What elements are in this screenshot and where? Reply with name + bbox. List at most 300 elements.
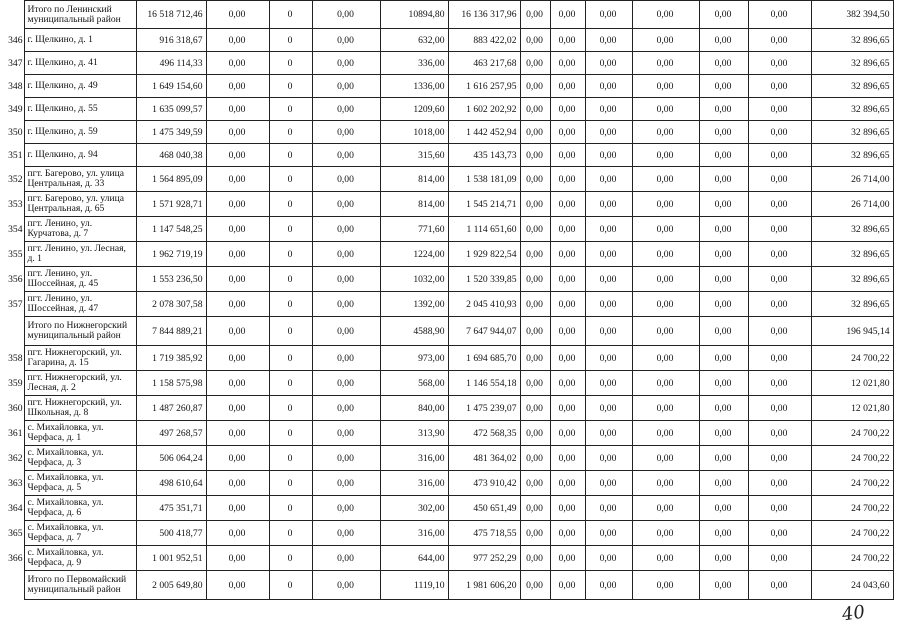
- value-cell-total: 468 040,38: [136, 144, 206, 167]
- value-cell-c1: 0,00: [206, 144, 269, 167]
- table-total-row: [0, 317, 893, 346]
- value-cell-c9: 0,00: [632, 346, 699, 371]
- row-number: 349: [8, 103, 23, 115]
- value-cell-c3: 0,00: [312, 98, 380, 121]
- value-cell-c12: 32 896,65: [811, 144, 893, 167]
- value-cell-c7: 0,00: [550, 144, 585, 167]
- value-cell-c3: 0,00: [312, 421, 380, 446]
- value-cell-c4: 1119,10: [380, 571, 448, 600]
- address-cell: Итого по Ленинский муниципальный район: [24, 1, 136, 29]
- value-cell-c6: 0,00: [520, 346, 550, 371]
- value-cell-c12: 24 700,22: [811, 446, 893, 471]
- value-cell-c7: 0,00: [550, 292, 585, 317]
- value-cell-c5: 2 045 410,93: [448, 292, 520, 317]
- value-cell-c10: 0,00: [699, 1, 748, 29]
- table-row: [0, 75, 893, 98]
- value-cell-c9: 0,00: [632, 144, 699, 167]
- table-row: [0, 371, 893, 396]
- value-cell-c11: 0,00: [748, 471, 811, 496]
- value-cell-c12: 32 896,65: [811, 121, 893, 144]
- row-number: 364: [8, 502, 23, 514]
- value-cell-c11: 0,00: [748, 496, 811, 521]
- value-cell-c5: 977 252,29: [448, 546, 520, 571]
- value-cell-c11: 0,00: [748, 75, 811, 98]
- value-cell-c5: 883 422,02: [448, 29, 520, 52]
- table-row: [0, 471, 893, 496]
- value-cell-c1: 0,00: [206, 446, 269, 471]
- value-cell-c7: 0,00: [550, 192, 585, 217]
- value-cell-c1: 0,00: [206, 217, 269, 242]
- value-cell-c6: 0,00: [520, 144, 550, 167]
- value-cell-c11: 0,00: [748, 29, 811, 52]
- value-cell-c1: 0,00: [206, 242, 269, 267]
- value-cell-c7: 0,00: [550, 29, 585, 52]
- value-cell-c1: 0,00: [206, 267, 269, 292]
- value-cell-c8: 0,00: [585, 121, 632, 144]
- value-cell-c4: 568,00: [380, 371, 448, 396]
- value-cell-c11: 0,00: [748, 396, 811, 421]
- value-cell-c11: 0,00: [748, 346, 811, 371]
- value-cell-total: 1 553 236,50: [136, 267, 206, 292]
- address-cell: пгт. Нижнегорский, ул. Гагарина, д. 15: [24, 346, 136, 371]
- row-number: 346: [8, 34, 23, 46]
- value-cell-c6: 0,00: [520, 446, 550, 471]
- value-cell-c5: 1 694 685,70: [448, 346, 520, 371]
- row-number: 357: [8, 298, 23, 310]
- row-number: 358: [8, 352, 23, 364]
- table-row: [0, 496, 893, 521]
- value-cell-c7: 0,00: [550, 1, 585, 29]
- value-cell-c6: 0,00: [520, 571, 550, 600]
- row-number: 366: [8, 552, 23, 564]
- value-cell-c9: 0,00: [632, 242, 699, 267]
- value-cell-c3: 0,00: [312, 121, 380, 144]
- value-cell-c6: 0,00: [520, 521, 550, 546]
- value-cell-c8: 0,00: [585, 496, 632, 521]
- value-cell-total: 2 005 649,80: [136, 571, 206, 600]
- value-cell-c2: 0: [269, 446, 312, 471]
- value-cell-c2: 0: [269, 242, 312, 267]
- table-row: [0, 396, 893, 421]
- value-cell-c4: 644,00: [380, 546, 448, 571]
- value-cell-c9: 0,00: [632, 317, 699, 346]
- value-cell-c9: 0,00: [632, 121, 699, 144]
- value-cell-c1: 0,00: [206, 346, 269, 371]
- value-cell-c12: 32 896,65: [811, 217, 893, 242]
- value-cell-c4: 316,00: [380, 471, 448, 496]
- address-cell: с. Михайловка, ул. Черфаса, д. 6: [24, 496, 136, 521]
- value-cell-total: 1 564 895,09: [136, 167, 206, 192]
- value-cell-c5: 473 910,42: [448, 471, 520, 496]
- address-cell: с. Михайловка, ул. Черфаса, д. 9: [24, 546, 136, 571]
- value-cell-c6: 0,00: [520, 167, 550, 192]
- value-cell-c5: 435 143,73: [448, 144, 520, 167]
- value-cell-c9: 0,00: [632, 521, 699, 546]
- address-cell: пгт. Ленино, ул. Курчатова, д. 7: [24, 217, 136, 242]
- value-cell-c2: 0: [269, 192, 312, 217]
- value-cell-c3: 0,00: [312, 217, 380, 242]
- value-cell-c6: 0,00: [520, 29, 550, 52]
- value-cell-c9: 0,00: [632, 421, 699, 446]
- value-cell-c10: 0,00: [699, 446, 748, 471]
- value-cell-c5: 7 647 944,07: [448, 317, 520, 346]
- value-cell-c3: 0,00: [312, 1, 380, 29]
- value-cell-c7: 0,00: [550, 242, 585, 267]
- value-cell-c4: 1392,00: [380, 292, 448, 317]
- value-cell-c4: 313,90: [380, 421, 448, 446]
- value-cell-c10: 0,00: [699, 292, 748, 317]
- value-cell-c6: 0,00: [520, 396, 550, 421]
- value-cell-c10: 0,00: [699, 29, 748, 52]
- value-cell-c9: 0,00: [632, 396, 699, 421]
- value-cell-c4: 316,00: [380, 446, 448, 471]
- row-number: 353: [8, 198, 23, 210]
- value-cell-c9: 0,00: [632, 292, 699, 317]
- value-cell-c9: 0,00: [632, 471, 699, 496]
- value-cell-c5: 1 114 651,60: [448, 217, 520, 242]
- value-cell-c11: 0,00: [748, 571, 811, 600]
- value-cell-c7: 0,00: [550, 267, 585, 292]
- value-cell-c10: 0,00: [699, 421, 748, 446]
- value-cell-c6: 0,00: [520, 121, 550, 144]
- value-cell-c9: 0,00: [632, 1, 699, 29]
- address-cell: г. Щелкино, д. 49: [24, 75, 136, 98]
- address-cell: Итого по Нижнегорский муниципальный район: [24, 317, 136, 346]
- row-number: 363: [8, 477, 23, 489]
- value-cell-total: 1 475 349,59: [136, 121, 206, 144]
- value-cell-total: 497 268,57: [136, 421, 206, 446]
- address-cell: г. Щелкино, д. 94: [24, 144, 136, 167]
- value-cell-c2: 0: [269, 317, 312, 346]
- value-cell-c12: 26 714,00: [811, 192, 893, 217]
- value-cell-c12: 12 021,80: [811, 396, 893, 421]
- value-cell-c4: 1032,00: [380, 267, 448, 292]
- value-cell-c6: 0,00: [520, 242, 550, 267]
- value-cell-total: 1 649 154,60: [136, 75, 206, 98]
- value-cell-c8: 0,00: [585, 267, 632, 292]
- value-cell-c12: 26 714,00: [811, 167, 893, 192]
- value-cell-c11: 0,00: [748, 242, 811, 267]
- row-number: [0, 317, 24, 346]
- value-cell-c5: 1 616 257,95: [448, 75, 520, 98]
- value-cell-c9: 0,00: [632, 29, 699, 52]
- value-cell-c7: 0,00: [550, 546, 585, 571]
- table-row: [0, 521, 893, 546]
- value-cell-c3: 0,00: [312, 371, 380, 396]
- value-cell-c10: 0,00: [699, 317, 748, 346]
- address-cell: пгт. Ленино, ул. Шоссейная, д. 47: [24, 292, 136, 317]
- value-cell-c2: 0: [269, 167, 312, 192]
- value-cell-c2: 0: [269, 144, 312, 167]
- table-row: [0, 52, 893, 75]
- address-cell: г. Щелкино, д. 41: [24, 52, 136, 75]
- value-cell-c3: 0,00: [312, 267, 380, 292]
- value-cell-c7: 0,00: [550, 421, 585, 446]
- row-number: [0, 571, 24, 600]
- value-cell-c7: 0,00: [550, 121, 585, 144]
- value-cell-c2: 0: [269, 396, 312, 421]
- value-cell-c11: 0,00: [748, 421, 811, 446]
- address-cell: пгт. Ленино, ул. Шоссейная, д. 45: [24, 267, 136, 292]
- value-cell-c5: 1 602 202,92: [448, 98, 520, 121]
- row-number: 352: [8, 173, 23, 185]
- value-cell-c6: 0,00: [520, 192, 550, 217]
- value-cell-c11: 0,00: [748, 371, 811, 396]
- value-cell-c6: 0,00: [520, 267, 550, 292]
- value-cell-c12: 32 896,65: [811, 52, 893, 75]
- value-cell-c2: 0: [269, 292, 312, 317]
- table-row: [0, 446, 893, 471]
- value-cell-c9: 0,00: [632, 217, 699, 242]
- value-cell-total: 916 318,67: [136, 29, 206, 52]
- value-cell-c8: 0,00: [585, 217, 632, 242]
- value-cell-c8: 0,00: [585, 521, 632, 546]
- value-cell-c6: 0,00: [520, 75, 550, 98]
- table-row: [0, 121, 893, 144]
- value-cell-c7: 0,00: [550, 75, 585, 98]
- value-cell-c7: 0,00: [550, 346, 585, 371]
- value-cell-c12: 24 700,22: [811, 546, 893, 571]
- address-cell: пгт. Багерово, ул. улица Центральная, д. 65: [24, 192, 136, 217]
- value-cell-c4: 336,00: [380, 52, 448, 75]
- value-cell-c11: 0,00: [748, 121, 811, 144]
- table-row: [0, 546, 893, 571]
- row-number: 359: [8, 377, 23, 389]
- value-cell-c11: 0,00: [748, 98, 811, 121]
- value-cell-c3: 0,00: [312, 471, 380, 496]
- row-number: [0, 1, 24, 29]
- value-cell-total: 1 147 548,25: [136, 217, 206, 242]
- value-cell-c3: 0,00: [312, 496, 380, 521]
- value-cell-c11: 0,00: [748, 167, 811, 192]
- table-row: [0, 346, 893, 371]
- value-cell-c3: 0,00: [312, 521, 380, 546]
- table-row: [0, 98, 893, 121]
- value-cell-c4: 1336,00: [380, 75, 448, 98]
- value-cell-c9: 0,00: [632, 75, 699, 98]
- address-cell: с. Михайловка, ул. Черфаса, д. 7: [24, 521, 136, 546]
- value-cell-c2: 0: [269, 217, 312, 242]
- value-cell-c1: 0,00: [206, 192, 269, 217]
- value-cell-c5: 481 364,02: [448, 446, 520, 471]
- value-cell-c11: 0,00: [748, 292, 811, 317]
- value-cell-c10: 0,00: [699, 546, 748, 571]
- address-cell: пгт. Нижнегорский, ул. Лесная, д. 2: [24, 371, 136, 396]
- value-cell-c12: 382 394,50: [811, 1, 893, 29]
- value-cell-total: 1 158 575,98: [136, 371, 206, 396]
- value-cell-c1: 0,00: [206, 521, 269, 546]
- value-cell-c8: 0,00: [585, 421, 632, 446]
- value-cell-total: 7 844 889,21: [136, 317, 206, 346]
- value-cell-c12: 24 700,22: [811, 496, 893, 521]
- value-cell-c2: 0: [269, 1, 312, 29]
- value-cell-c2: 0: [269, 371, 312, 396]
- table-row: [0, 421, 893, 446]
- value-cell-c3: 0,00: [312, 396, 380, 421]
- row-number: 348: [8, 80, 23, 92]
- value-cell-c10: 0,00: [699, 217, 748, 242]
- value-cell-c11: 0,00: [748, 144, 811, 167]
- value-cell-c5: 1 475 239,07: [448, 396, 520, 421]
- value-cell-c5: 450 651,49: [448, 496, 520, 521]
- value-cell-c6: 0,00: [520, 52, 550, 75]
- value-cell-c6: 0,00: [520, 98, 550, 121]
- value-cell-c3: 0,00: [312, 29, 380, 52]
- value-cell-total: 475 351,71: [136, 496, 206, 521]
- value-cell-c12: 24 700,22: [811, 521, 893, 546]
- value-cell-c3: 0,00: [312, 317, 380, 346]
- value-cell-c11: 0,00: [748, 546, 811, 571]
- value-cell-c7: 0,00: [550, 371, 585, 396]
- value-cell-total: 1 001 952,51: [136, 546, 206, 571]
- value-cell-c10: 0,00: [699, 571, 748, 600]
- row-number: 365: [8, 527, 23, 539]
- value-cell-c4: 840,00: [380, 396, 448, 421]
- value-cell-c8: 0,00: [585, 571, 632, 600]
- row-number: 350: [8, 126, 23, 138]
- value-cell-c1: 0,00: [206, 121, 269, 144]
- value-cell-total: 1 635 099,57: [136, 98, 206, 121]
- address-cell: с. Михайловка, ул. Черфаса, д. 3: [24, 446, 136, 471]
- value-cell-c8: 0,00: [585, 29, 632, 52]
- value-cell-c5: 1 929 822,54: [448, 242, 520, 267]
- value-cell-c11: 0,00: [748, 267, 811, 292]
- value-cell-c5: 1 981 606,20: [448, 571, 520, 600]
- address-cell: г. Щелкино, д. 1: [24, 29, 136, 52]
- value-cell-c8: 0,00: [585, 471, 632, 496]
- value-cell-total: 1 719 385,92: [136, 346, 206, 371]
- address-cell: с. Михайловка, ул. Черфаса, д. 5: [24, 471, 136, 496]
- value-cell-c12: 24 043,60: [811, 571, 893, 600]
- value-cell-c2: 0: [269, 98, 312, 121]
- value-cell-c4: 316,00: [380, 521, 448, 546]
- value-cell-c12: 32 896,65: [811, 292, 893, 317]
- value-cell-c2: 0: [269, 496, 312, 521]
- value-cell-c4: 1224,00: [380, 242, 448, 267]
- value-cell-c6: 0,00: [520, 292, 550, 317]
- value-cell-total: 506 064,24: [136, 446, 206, 471]
- value-cell-c12: 12 021,80: [811, 371, 893, 396]
- table-row: [0, 217, 893, 242]
- value-cell-c2: 0: [269, 471, 312, 496]
- value-cell-c1: 0,00: [206, 371, 269, 396]
- value-cell-c3: 0,00: [312, 571, 380, 600]
- value-cell-c10: 0,00: [699, 496, 748, 521]
- address-cell: г. Щелкино, д. 59: [24, 121, 136, 144]
- value-cell-c7: 0,00: [550, 217, 585, 242]
- value-cell-c5: 1 146 554,18: [448, 371, 520, 396]
- value-cell-c6: 0,00: [520, 217, 550, 242]
- value-cell-c12: 32 896,65: [811, 267, 893, 292]
- table-total-row: [0, 571, 893, 600]
- value-cell-c3: 0,00: [312, 446, 380, 471]
- value-cell-c11: 0,00: [748, 52, 811, 75]
- value-cell-c11: 0,00: [748, 1, 811, 29]
- value-cell-c2: 0: [269, 52, 312, 75]
- value-cell-c1: 0,00: [206, 421, 269, 446]
- value-cell-c10: 0,00: [699, 267, 748, 292]
- value-cell-c7: 0,00: [550, 98, 585, 121]
- value-cell-total: 2 078 307,58: [136, 292, 206, 317]
- value-cell-total: 1 571 928,71: [136, 192, 206, 217]
- value-cell-c11: 0,00: [748, 317, 811, 346]
- value-cell-c10: 0,00: [699, 471, 748, 496]
- value-cell-c7: 0,00: [550, 571, 585, 600]
- table-total-row: [0, 1, 893, 29]
- value-cell-c1: 0,00: [206, 98, 269, 121]
- value-cell-c1: 0,00: [206, 292, 269, 317]
- value-cell-c7: 0,00: [550, 52, 585, 75]
- value-cell-c9: 0,00: [632, 167, 699, 192]
- value-cell-c2: 0: [269, 29, 312, 52]
- address-cell: г. Щелкино, д. 55: [24, 98, 136, 121]
- value-cell-c9: 0,00: [632, 267, 699, 292]
- row-number: 360: [8, 402, 23, 414]
- value-cell-c4: 1018,00: [380, 121, 448, 144]
- value-cell-c1: 0,00: [206, 167, 269, 192]
- value-cell-c1: 0,00: [206, 396, 269, 421]
- value-cell-c1: 0,00: [206, 317, 269, 346]
- value-cell-c1: 0,00: [206, 52, 269, 75]
- value-cell-c6: 0,00: [520, 371, 550, 396]
- table-row: [0, 167, 893, 192]
- value-cell-c8: 0,00: [585, 546, 632, 571]
- value-cell-c10: 0,00: [699, 371, 748, 396]
- value-cell-c12: 196 945,14: [811, 317, 893, 346]
- value-cell-c1: 0,00: [206, 75, 269, 98]
- table-row: [0, 192, 893, 217]
- value-cell-c5: 475 718,55: [448, 521, 520, 546]
- value-cell-c8: 0,00: [585, 1, 632, 29]
- value-cell-c2: 0: [269, 267, 312, 292]
- value-cell-c9: 0,00: [632, 371, 699, 396]
- value-cell-c8: 0,00: [585, 292, 632, 317]
- value-cell-c7: 0,00: [550, 446, 585, 471]
- value-cell-total: 500 418,77: [136, 521, 206, 546]
- value-cell-c5: 1 520 339,85: [448, 267, 520, 292]
- value-cell-c5: 1 545 214,71: [448, 192, 520, 217]
- value-cell-c12: 32 896,65: [811, 29, 893, 52]
- value-cell-c10: 0,00: [699, 167, 748, 192]
- row-number: 354: [8, 223, 23, 235]
- value-cell-c4: 814,00: [380, 192, 448, 217]
- value-cell-c11: 0,00: [748, 217, 811, 242]
- row-number: 355: [8, 248, 23, 260]
- value-cell-c12: 32 896,65: [811, 242, 893, 267]
- value-cell-c8: 0,00: [585, 144, 632, 167]
- value-cell-total: 1 487 260,87: [136, 396, 206, 421]
- value-cell-c8: 0,00: [585, 396, 632, 421]
- value-cell-total: 1 962 719,19: [136, 242, 206, 267]
- value-cell-c8: 0,00: [585, 371, 632, 396]
- value-cell-c4: 4588,90: [380, 317, 448, 346]
- row-number: 356: [8, 273, 23, 285]
- value-cell-c2: 0: [269, 546, 312, 571]
- value-cell-c1: 0,00: [206, 29, 269, 52]
- value-cell-c4: 315,60: [380, 144, 448, 167]
- value-cell-c5: 1 442 452,94: [448, 121, 520, 144]
- value-cell-c2: 0: [269, 75, 312, 98]
- table-row: [0, 144, 893, 167]
- value-cell-c3: 0,00: [312, 346, 380, 371]
- value-cell-c8: 0,00: [585, 446, 632, 471]
- value-cell-c5: 1 538 181,09: [448, 167, 520, 192]
- value-cell-c3: 0,00: [312, 167, 380, 192]
- page-number-mark: 40: [840, 601, 867, 626]
- value-cell-c6: 0,00: [520, 1, 550, 29]
- value-cell-c11: 0,00: [748, 521, 811, 546]
- value-cell-c4: 814,00: [380, 167, 448, 192]
